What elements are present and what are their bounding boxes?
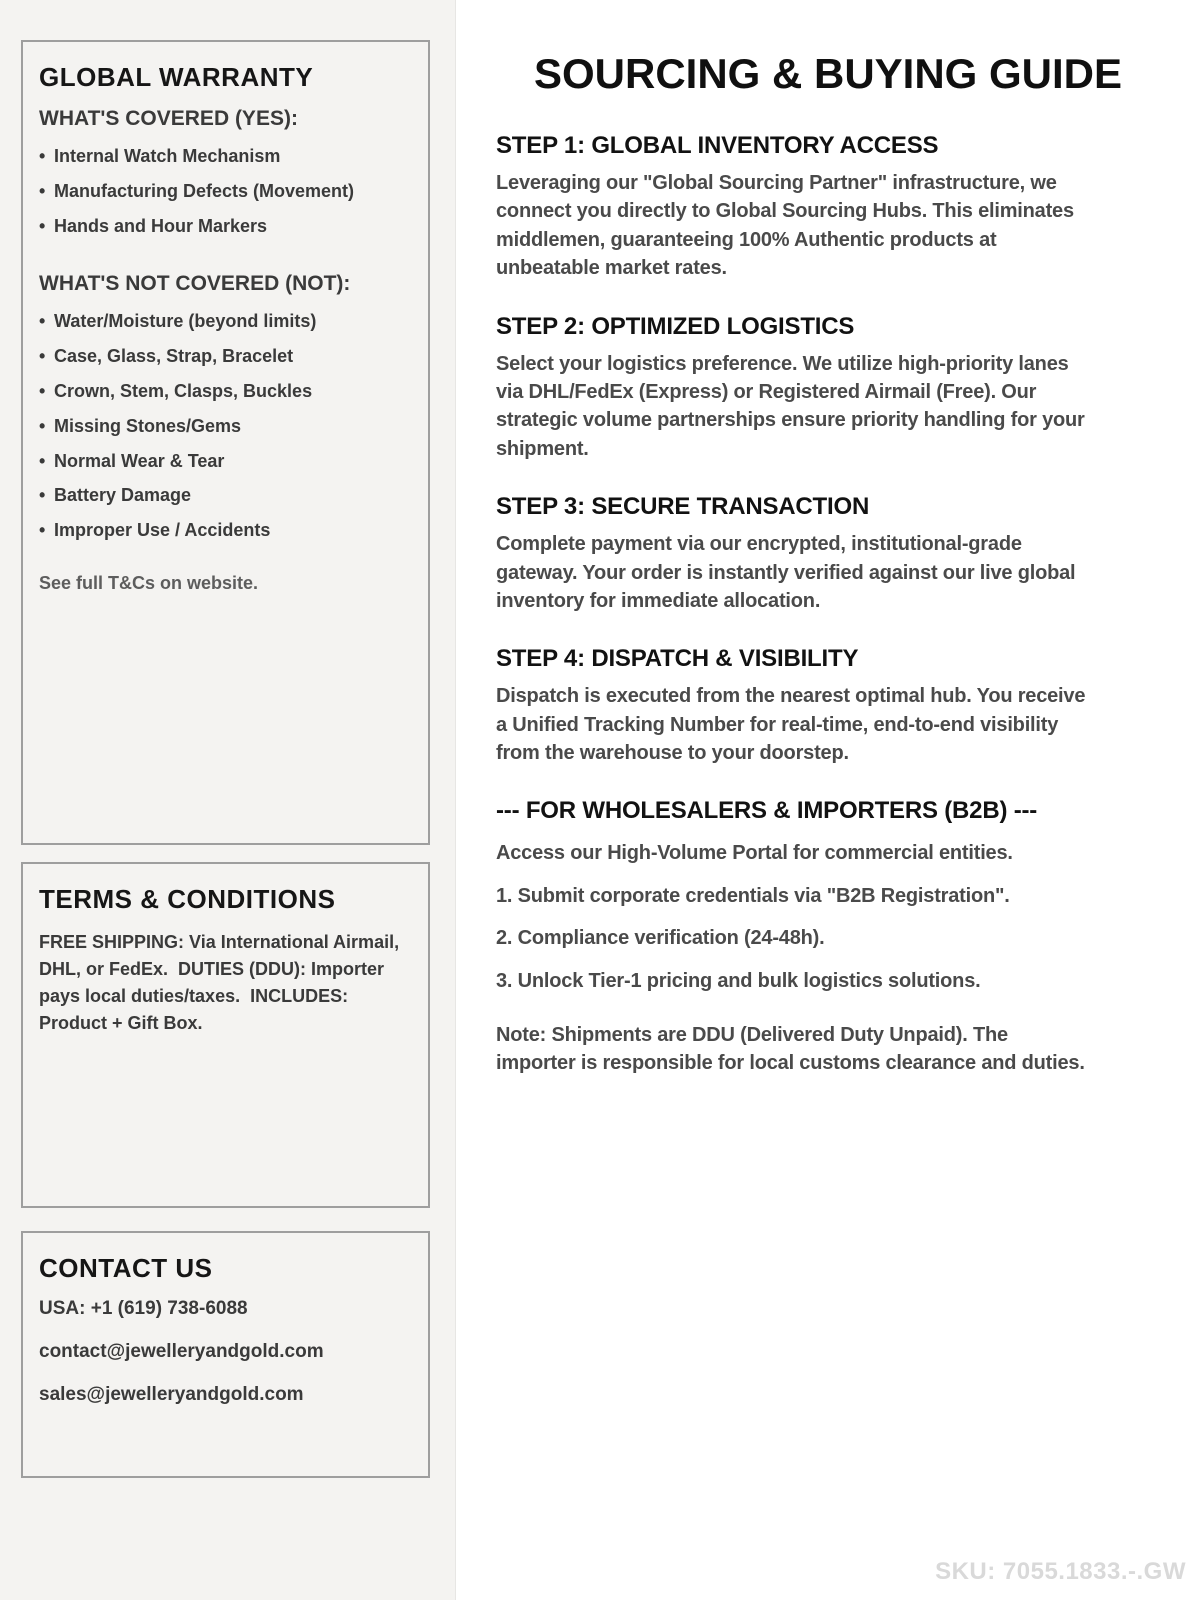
terms-conditions-panel <box>21 862 430 1208</box>
list-item: • Case, Glass, Strap, Bracelet <box>39 347 412 367</box>
step-3-body: Complete payment via our encrypted, institutional-grade gateway. Your order is instantly verified against our live global inventory for immediate allocation. <box>496 533 1076 612</box>
sourcing-guide <box>456 0 1200 1078</box>
not-covered-list <box>39 312 412 541</box>
list-item: • Manufacturing Defects (Movement) <box>39 182 412 202</box>
sku-watermark: SKU: 7055.1833.-.GW <box>935 1558 1186 1585</box>
step-4-body: Dispatch is executed from the nearest optimal hub. You receive a Unified Tracking Number for real-time, end-to-end visibility from the warehouse to your doorstep. <box>496 685 1086 765</box>
terms-footnote: See full T&Cs on website. <box>39 572 259 593</box>
b2b-item-3: 3. Unlock Tier-1 pricing and bulk logistics solutions. <box>496 969 981 992</box>
contact-phone: USA: +1 (619) 738-6088 <box>39 1298 248 1319</box>
sidebar <box>0 0 456 1600</box>
list-item: • Improper Use / Accidents <box>39 521 412 541</box>
list-item: • Internal Watch Mechanism <box>39 147 412 167</box>
b2b-note: Note: Shipments are DDU (Delivered Duty Unpaid). The importer is responsible for local customs clearance and duties. <box>496 1024 1085 1075</box>
b2b-intro: Access our High-Volume Portal for commercial entities. <box>496 842 1013 865</box>
contact-email-sales: sales@jewelleryandgold.com <box>39 1384 304 1405</box>
step-2-heading: STEP 2: OPTIMIZED LOGISTICS <box>496 312 855 340</box>
step-4-heading: STEP 4: DISPATCH & VISIBILITY <box>496 645 859 673</box>
list-item: • Battery Damage <box>39 486 412 506</box>
terms-title: TERMS & CONDITIONS <box>39 884 336 914</box>
list-item: • Normal Wear & Tear <box>39 452 412 472</box>
contact-email-primary: contact@jewelleryandgold.com <box>39 1341 324 1362</box>
step-1-body: Leveraging our "Global Sourcing Partner" infrastructure, we connect you directly to Global Sourcing Hubs. This eliminates middlemen, guaranteeing 100% Authentic products at unbeatable market rates. <box>496 172 1074 280</box>
step-3-section <box>496 493 1160 615</box>
b2b-heading: --- FOR WHOLESALERS & IMPORTERS (B2B) --- <box>496 797 1038 825</box>
step-3-heading: STEP 3: SECURE TRANSACTION <box>496 493 870 521</box>
global-warranty-panel <box>21 40 430 845</box>
list-item: • Missing Stones/Gems <box>39 417 412 437</box>
not-covered-heading: WHAT'S NOT COVERED (NOT): <box>39 272 351 296</box>
list-item: • Crown, Stem, Clasps, Buckles <box>39 382 412 402</box>
contact-title: CONTACT US <box>39 1253 213 1283</box>
b2b-item-1: 1. Submit corporate credentials via "B2B Registration". <box>496 884 1010 907</box>
terms-body: FREE SHIPPING: Via International Airmail, DHL, or FedEx. DUTIES (DDU): Importer pays local duties/taxes. INCLUDES: Product + Gift Box. <box>39 932 405 1033</box>
step-1-section <box>496 132 1160 283</box>
contact-us-panel <box>21 1231 430 1478</box>
b2b-item-2: 2. Compliance verification (24-48h). <box>496 927 825 950</box>
list-item: • Water/Moisture (beyond limits) <box>39 312 412 332</box>
page-title: SOURCING & BUYING GUIDE <box>533 50 1123 97</box>
step-1-heading: STEP 1: GLOBAL INVENTORY ACCESS <box>496 132 939 159</box>
step-4-section <box>496 645 1160 767</box>
covered-list <box>39 147 412 236</box>
b2b-section <box>496 797 1160 1077</box>
list-item: • Hands and Hour Markers <box>39 217 412 237</box>
step-2-section <box>496 313 1160 464</box>
step-2-body: Select your logistics preference. We utilize high-priority lanes via DHL/FedEx (Express) or Registered Airmail (Free). Our strategic volume partnerships ensure priority handling for your shipment. <box>496 352 1085 460</box>
covered-heading: WHAT'S COVERED (YES): <box>39 107 298 130</box>
warranty-title: GLOBAL WARRANTY <box>39 62 314 92</box>
